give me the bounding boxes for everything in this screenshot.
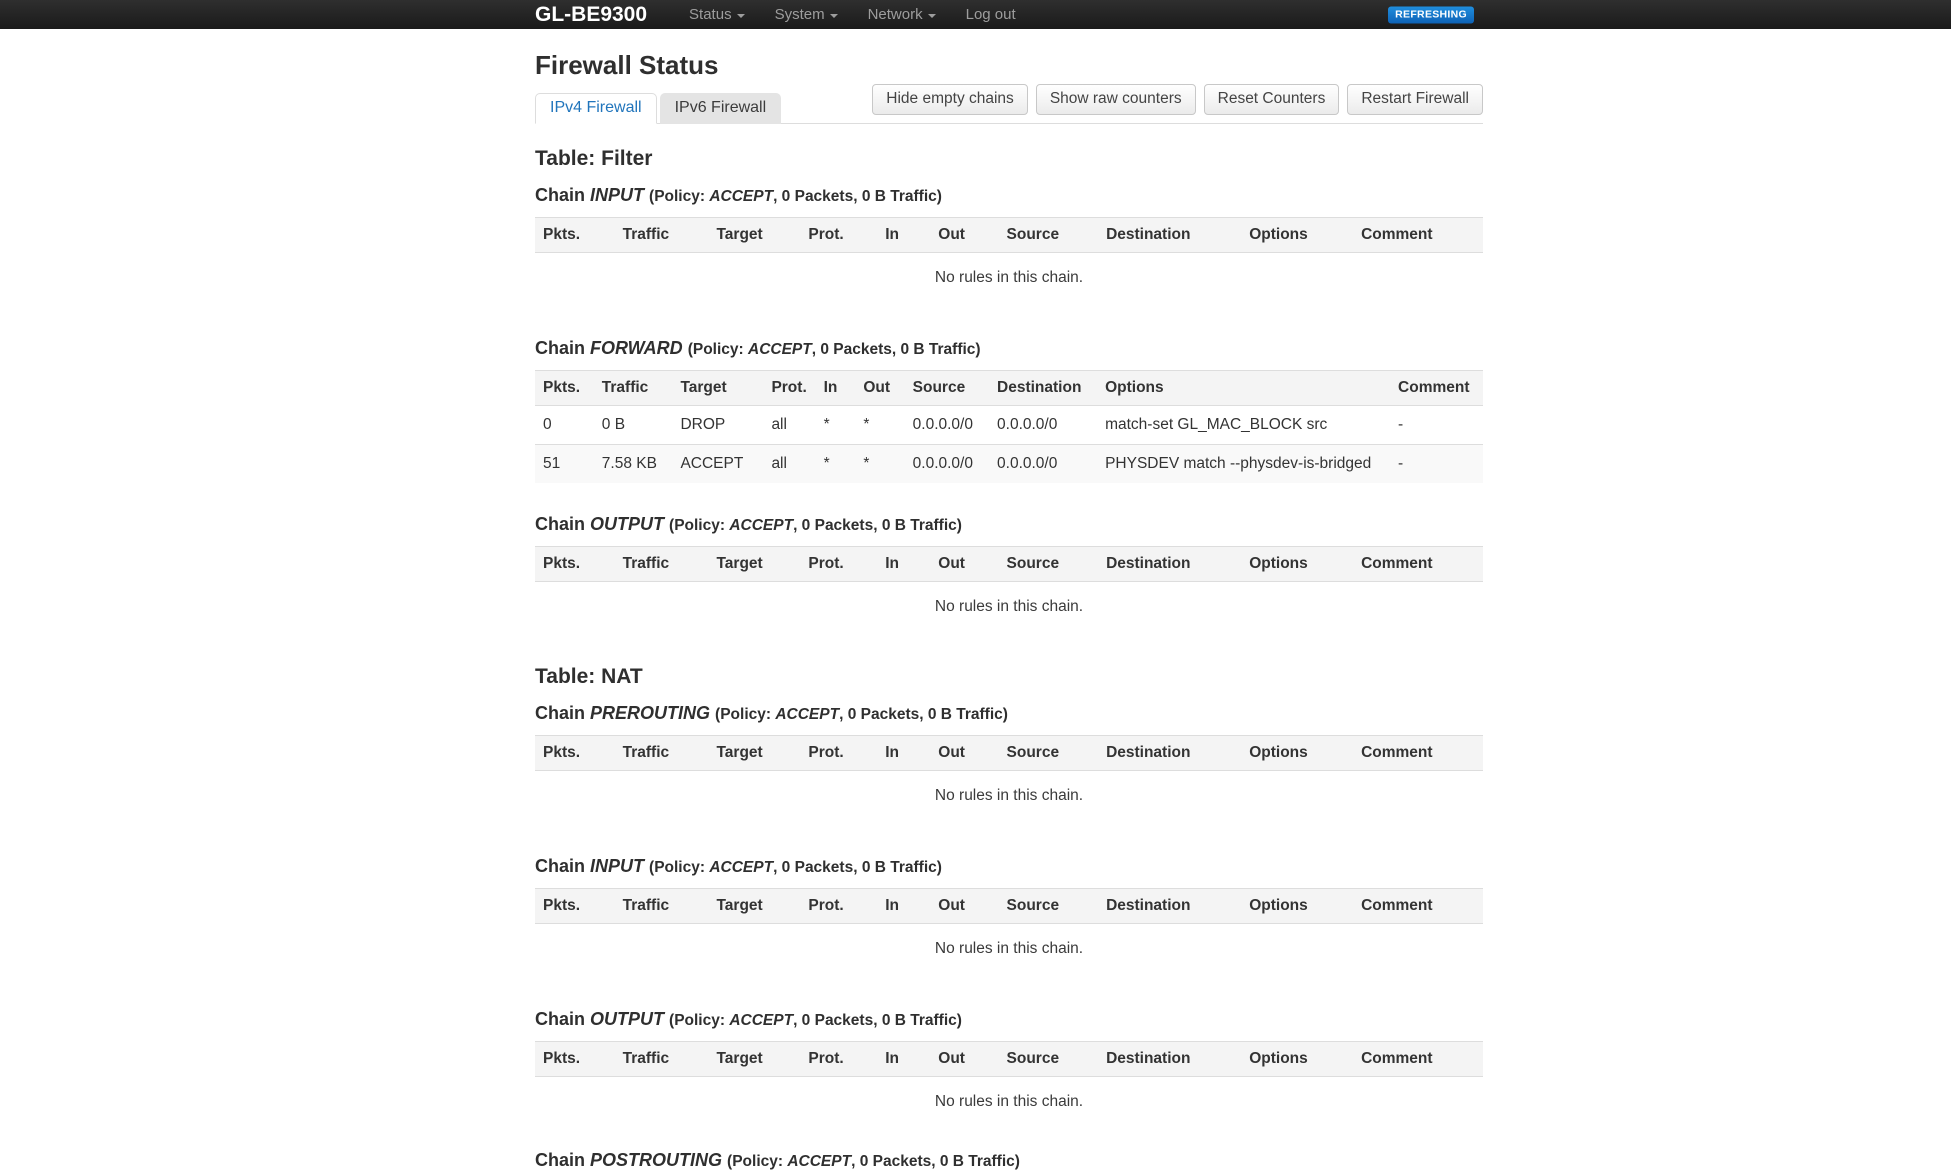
cell-out: *	[863, 416, 870, 433]
col-source: Source	[999, 218, 1099, 253]
col-target: Target	[708, 889, 800, 924]
cell-target: DROP	[680, 416, 726, 433]
chain-section-filter-input	[535, 184, 1483, 307]
nav-logout-label: Log out	[965, 6, 1016, 23]
col-target: Target	[672, 371, 763, 406]
tab-ipv6-firewall[interactable]: IPv6 Firewall	[660, 93, 782, 124]
rules-header-row	[535, 547, 1483, 582]
col-source: Source	[999, 889, 1099, 924]
col-out: Out	[930, 1042, 998, 1077]
empty-row	[535, 1077, 1483, 1132]
col-target: Target	[708, 547, 800, 582]
chain-name: OUTPUT	[590, 1009, 665, 1029]
col-pkts: Pkts.	[535, 1042, 615, 1077]
top-navbar	[0, 0, 1951, 29]
refresh-status-badge[interactable]: REFRESHING	[1388, 6, 1474, 23]
nav-menu-system[interactable]	[775, 6, 838, 23]
empty-chain-message: No rules in this chain.	[934, 940, 1084, 957]
col-target: Target	[708, 736, 800, 771]
cell-destination: 0.0.0.0/0	[989, 445, 1097, 484]
nav-menu-network[interactable]	[868, 6, 936, 23]
chain-name: PREROUTING	[590, 703, 711, 723]
rules-table	[535, 1041, 1483, 1131]
chain-policy: (Policy: ACCEPT, 0 Packets, 0 B Traffic)	[669, 517, 962, 534]
col-out: Out	[855, 371, 904, 406]
col-options: Options	[1241, 218, 1353, 253]
cell-prot: all	[763, 445, 815, 484]
nav-menu-system-label: System	[774, 6, 825, 23]
cell-pkts: 0	[543, 416, 552, 433]
col-target: Target	[708, 218, 800, 253]
col-prot: Prot.	[800, 218, 877, 253]
col-in: In	[877, 889, 930, 924]
col-traffic: Traffic	[615, 889, 709, 924]
empty-chain-message: No rules in this chain.	[934, 1093, 1084, 1110]
chain-name: INPUT	[590, 856, 645, 876]
col-destination: Destination	[1098, 1042, 1241, 1077]
rules-header-row	[535, 371, 1483, 406]
col-out: Out	[930, 736, 998, 771]
chain-label: Chain	[535, 185, 591, 205]
col-options: Options	[1241, 736, 1353, 771]
brand-logo: GL-BE9300	[535, 2, 648, 26]
col-destination: Destination	[1098, 218, 1241, 253]
col-out: Out	[930, 218, 998, 253]
chain-name: POSTROUTING	[590, 1150, 723, 1170]
col-source: Source	[999, 1042, 1099, 1077]
rule-row	[535, 445, 1483, 484]
filter-table-title: Table: Filter	[535, 147, 653, 170]
col-options: Options	[1097, 371, 1390, 406]
cell-in: *	[823, 416, 830, 433]
col-target: Target	[708, 1042, 800, 1077]
chain-heading	[535, 1149, 1483, 1173]
chain-label: Chain	[535, 1009, 591, 1029]
empty-row	[535, 771, 1483, 826]
cell-source: 0.0.0.0/0	[905, 445, 989, 484]
cell-out: *	[855, 445, 904, 484]
col-comment: Comment	[1353, 889, 1483, 924]
chain-policy: (Policy: ACCEPT, 0 Packets, 0 B Traffic)	[687, 341, 981, 358]
restart-firewall-button[interactable]: Restart Firewall	[1347, 84, 1483, 115]
cell-source: 0.0.0.0/0	[912, 416, 973, 433]
chain-policy: (Policy: ACCEPT, 0 Packets, 0 B Traffic)	[669, 1012, 962, 1029]
col-traffic: Traffic	[615, 1042, 709, 1077]
cell-comment: -	[1398, 416, 1404, 433]
main-content	[535, 50, 1483, 1173]
rules-header-row	[535, 1042, 1483, 1077]
rules-table	[535, 546, 1483, 636]
chain-label: Chain	[535, 703, 591, 723]
col-out: Out	[930, 547, 998, 582]
cell-options: match-set GL_MAC_BLOCK src	[1105, 416, 1328, 433]
nat-table-title: Table: NAT	[535, 665, 643, 688]
rules-header-row	[535, 218, 1483, 253]
col-prot: Prot.	[800, 889, 877, 924]
col-pkts: Pkts.	[535, 218, 615, 253]
page-title: Firewall Status	[535, 50, 719, 80]
col-options: Options	[1241, 889, 1353, 924]
cell-pkts: 51	[535, 445, 594, 484]
chain-policy: (Policy: ACCEPT, 0 Packets, 0 B Traffic)	[715, 706, 1008, 723]
cell-options: PHYSDEV match --physdev-is-bridged	[1097, 445, 1390, 484]
cell-prot: all	[771, 416, 787, 433]
col-prot: Prot.	[800, 736, 877, 771]
col-pkts: Pkts.	[535, 371, 594, 406]
chain-heading	[535, 702, 1483, 726]
chain-name: INPUT	[590, 185, 645, 205]
chain-heading	[535, 337, 1483, 361]
col-source: Source	[999, 736, 1099, 771]
col-prot: Prot.	[763, 371, 815, 406]
chain-policy: (Policy: ACCEPT, 0 Packets, 0 B Traffic)	[727, 1153, 1020, 1170]
col-prot: Prot.	[800, 547, 877, 582]
chain-label: Chain	[535, 1150, 591, 1170]
col-comment: Comment	[1353, 218, 1483, 253]
rules-table	[535, 217, 1483, 307]
col-in: In	[877, 547, 930, 582]
cell-target: ACCEPT	[672, 445, 763, 484]
col-pkts: Pkts.	[535, 736, 615, 771]
col-options: Options	[1241, 1042, 1353, 1077]
show-raw-counters-button[interactable]: Show raw counters	[1036, 84, 1196, 115]
chain-label: Chain	[535, 856, 591, 876]
empty-chain-message: No rules in this chain.	[934, 598, 1084, 615]
chain-heading	[535, 184, 1483, 208]
col-destination: Destination	[1098, 889, 1241, 924]
col-destination: Destination	[1098, 736, 1241, 771]
col-traffic: Traffic	[594, 371, 673, 406]
chain-section-filter-output	[535, 513, 1483, 636]
nav-menu-status[interactable]	[689, 6, 745, 23]
cell-traffic: 0 B	[601, 416, 626, 433]
col-traffic: Traffic	[615, 218, 709, 253]
col-comment: Comment	[1353, 736, 1483, 771]
chain-name: FORWARD	[590, 338, 683, 358]
col-pkts: Pkts.	[535, 547, 615, 582]
hide-empty-chains-button[interactable]: Hide empty chains	[872, 84, 1028, 115]
chain-section-nat-output	[535, 1008, 1483, 1131]
col-traffic: Traffic	[615, 736, 709, 771]
chain-label: Chain	[535, 514, 591, 534]
col-traffic: Traffic	[615, 547, 709, 582]
col-source: Source	[905, 371, 989, 406]
empty-chain-message: No rules in this chain.	[934, 269, 1084, 286]
col-prot: Prot.	[800, 1042, 877, 1077]
col-comment: Comment	[1353, 547, 1483, 582]
col-comment: Comment	[1353, 1042, 1483, 1077]
nav-logout[interactable]	[966, 6, 1016, 23]
tabs	[535, 93, 784, 124]
empty-row	[535, 924, 1483, 979]
chain-section-nat-input	[535, 855, 1483, 978]
chain-heading	[535, 1008, 1483, 1032]
nav-menu-status-label: Status	[689, 6, 732, 23]
chevron-down-icon	[737, 14, 745, 18]
navbar-inner	[535, 0, 1483, 29]
chain-policy: (Policy: ACCEPT, 0 Packets, 0 B Traffic)	[649, 188, 942, 205]
rules-table	[535, 370, 1483, 483]
empty-row	[535, 253, 1483, 308]
col-comment: Comment	[1390, 371, 1483, 406]
chain-name: OUTPUT	[590, 514, 665, 534]
cell-in: *	[816, 445, 856, 484]
chain-section-nat-postrouting	[535, 1149, 1483, 1173]
chain-label: Chain	[535, 338, 591, 358]
chevron-down-icon	[830, 14, 838, 18]
nav-menu-network-label: Network	[867, 6, 923, 23]
col-in: In	[816, 371, 856, 406]
col-pkts: Pkts.	[535, 889, 615, 924]
chain-heading	[535, 513, 1483, 537]
chain-section-nat-prerouting	[535, 702, 1483, 825]
col-in: In	[877, 736, 930, 771]
chain-policy: (Policy: ACCEPT, 0 Packets, 0 B Traffic)	[649, 859, 942, 876]
col-out: Out	[930, 889, 998, 924]
empty-chain-message: No rules in this chain.	[934, 787, 1084, 804]
col-source: Source	[999, 547, 1099, 582]
cell-traffic: 7.58 KB	[594, 445, 673, 484]
empty-row	[535, 582, 1483, 637]
rules-table	[535, 888, 1483, 978]
col-options: Options	[1241, 547, 1353, 582]
rule-row	[535, 406, 1483, 445]
col-destination: Destination	[1098, 547, 1241, 582]
action-buttons	[872, 84, 1483, 115]
tab-bar	[535, 84, 1483, 124]
tab-ipv4-firewall[interactable]: IPv4 Firewall	[535, 93, 657, 124]
chain-section-filter-forward	[535, 337, 1483, 483]
cell-destination: 0.0.0.0/0	[997, 416, 1058, 433]
col-in: In	[877, 1042, 930, 1077]
rules-header-row	[535, 889, 1483, 924]
reset-counters-button[interactable]: Reset Counters	[1204, 84, 1340, 115]
col-destination: Destination	[989, 371, 1097, 406]
chevron-down-icon	[928, 14, 936, 18]
col-in: In	[877, 218, 930, 253]
chain-heading	[535, 855, 1483, 879]
rules-header-row	[535, 736, 1483, 771]
cell-comment: -	[1390, 445, 1483, 484]
rules-table	[535, 735, 1483, 825]
